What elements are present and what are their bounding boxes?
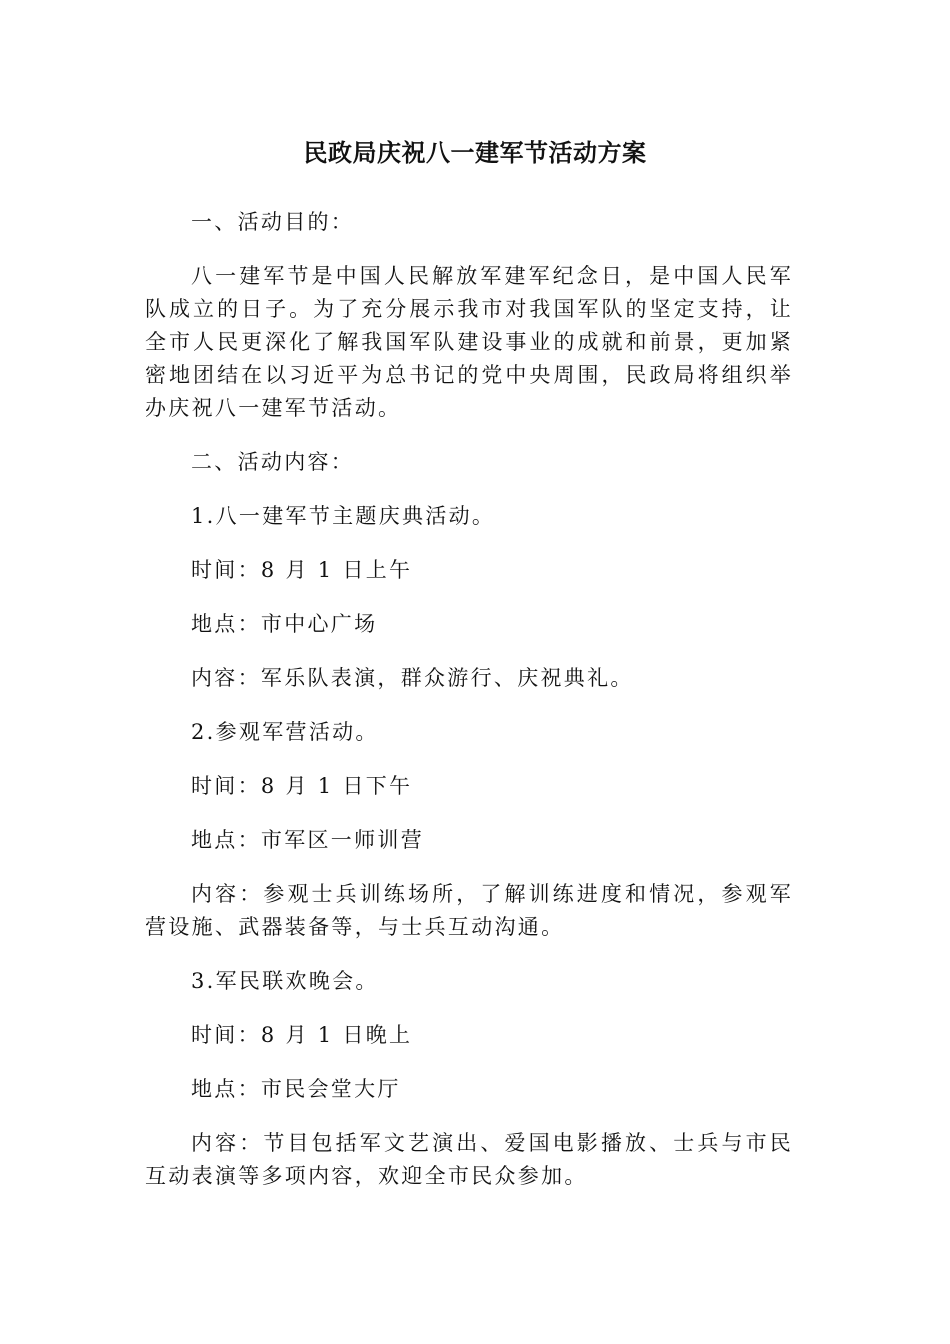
activity-3-location: 地点：市民会堂大厅	[191, 1077, 401, 1101]
section-heading-content: 二、活动内容：	[191, 450, 355, 474]
activity-1-location: 地点：市中心广场	[191, 612, 378, 636]
activity-2-content: 内容：参观士兵训练场所，了解训练进度和情况，参观军营设施、武器装备等，与士兵互动沟通。	[145, 882, 793, 939]
activity-2-heading: 2.参观军营活动。	[191, 720, 379, 744]
activity-2-time: 时间：8 月 1 日下午	[191, 774, 413, 798]
activity-3-content: 内容：节目包括军文艺演出、爱国电影播放、士兵与市民互动表演等多项内容，欢迎全市民众参加。	[145, 1131, 793, 1188]
document-title: 民政局庆祝八一建军节活动方案	[303, 139, 647, 167]
activity-1-content: 内容：军乐队表演，群众游行、庆祝典礼。	[191, 666, 634, 690]
purpose-paragraph: 八一建军节是中国人民解放军建军纪念日，是中国人民军队成立的日子。为了充分展示我市对我国军队的坚定支持，让全市人民更深化了解我国军队建设事业的成就和前景，更加紧密地团结在以习近平为总书记的党中央周围，民政局将组织举办庆祝八一建军节活动。	[145, 264, 793, 420]
activity-3-heading: 3.军民联欢晚会。	[191, 969, 379, 993]
activity-1-heading: 1.八一建军节主题庆典活动。	[191, 504, 496, 528]
activity-2-location: 地点：市军区一师训营	[191, 828, 424, 852]
document-body	[145, 206, 793, 1214]
activity-1-time: 时间：8 月 1 日上午	[191, 558, 413, 582]
section-heading-purpose: 一、活动目的：	[191, 210, 355, 234]
activity-3-time: 时间：8 月 1 日晚上	[191, 1023, 413, 1047]
